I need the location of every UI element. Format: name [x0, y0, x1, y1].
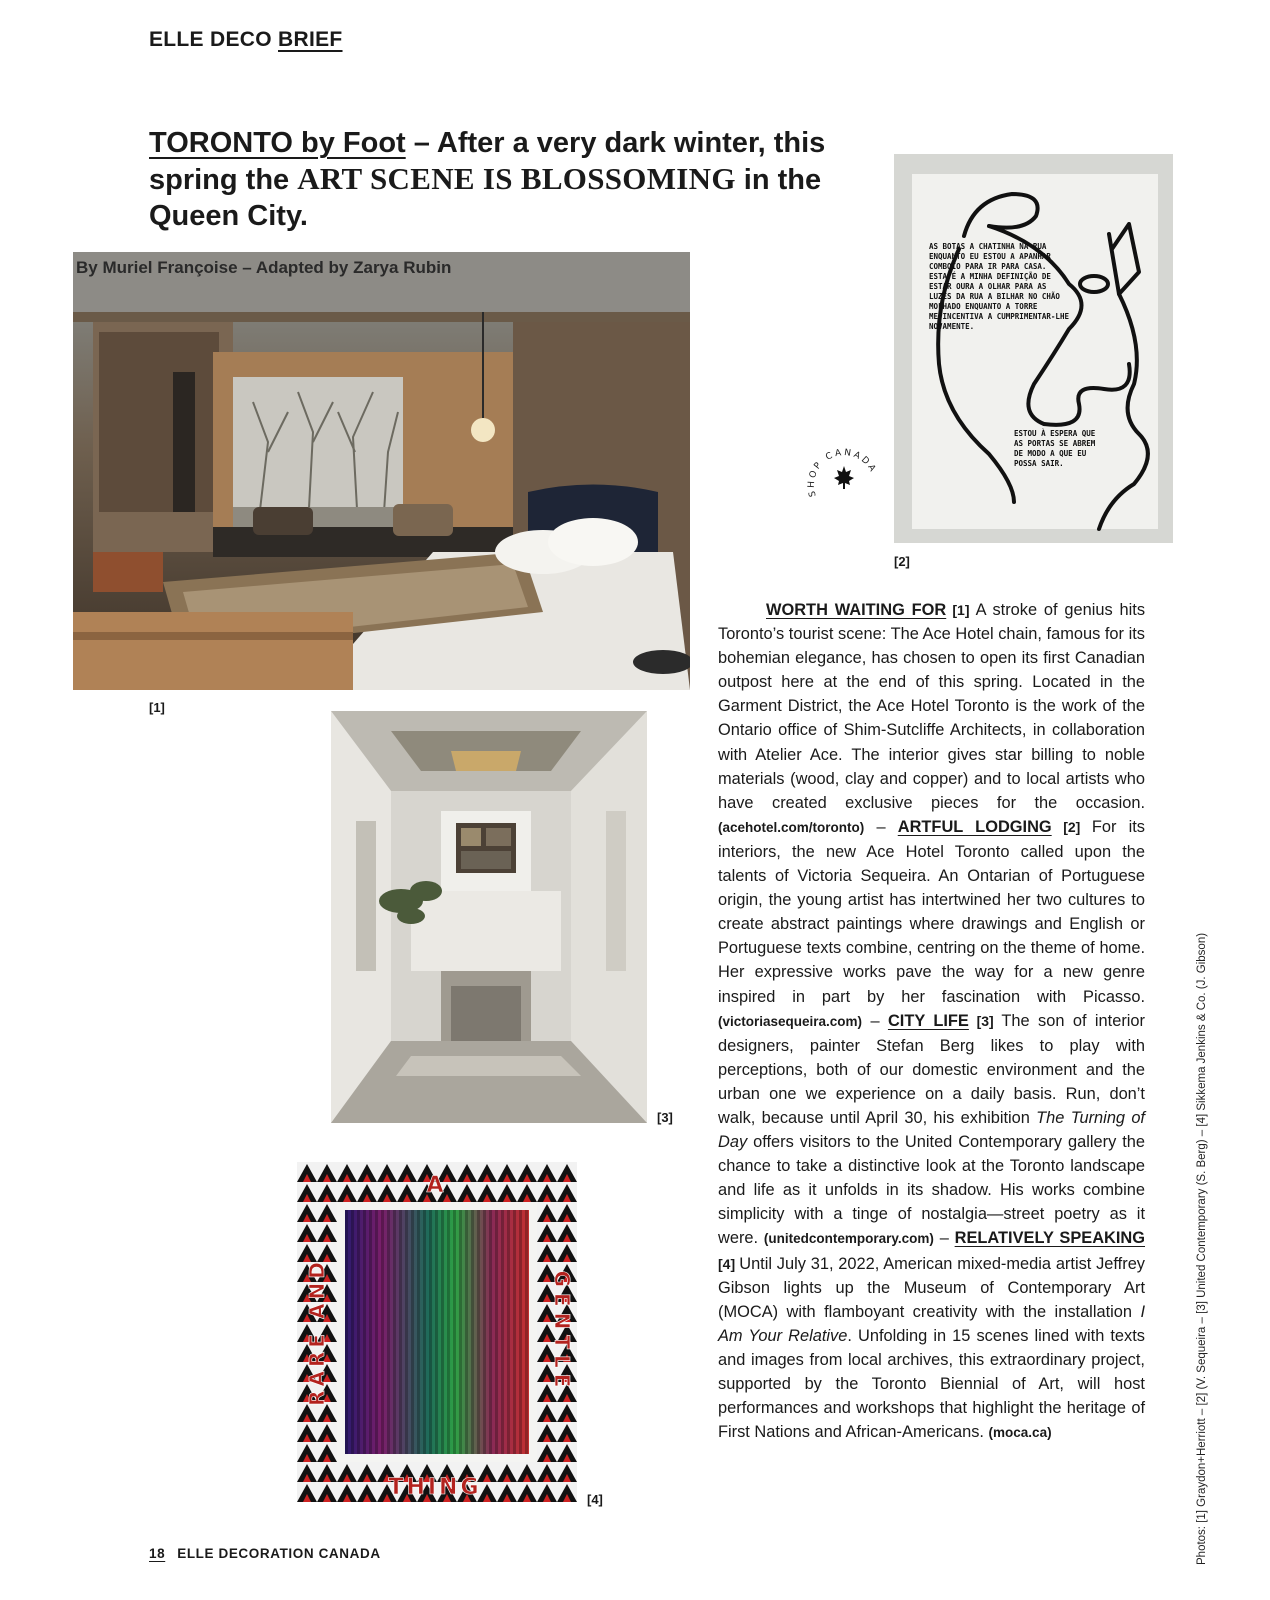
body-text-3b: offers visitors to the United Contemporary gallery the chance to take a distinctive look at the Toronto landscape and life as it unfolds in its shadow. His works combine simplicity with a tinge of nostalgia—street poetry as it were. [718, 1133, 1145, 1248]
maple-leaf-icon [834, 466, 854, 489]
caption-2: [2] [894, 554, 910, 569]
body-text-1: A stroke of genius hits Toronto’s tourist scene: The Ace Hotel chain, famous for its bohemian elegance, has chosen to open its first Canadian outpost here at the end of this spring. Located in the Garment District, the Ace Hotel Toronto is the work of the Ontario office of Shim-Sutcliffe Architects, in collaboration with Atelier Ace. The interior gives star billing to noble materials (wood, clay and copper) and to local artists who have created exclusive pieces for the occasion. [718, 601, 1146, 812]
beadwork-text-left: RARE AND [305, 1258, 329, 1406]
body-text-2: For its interiors, the new Ace Hotel Toronto called upon the talents of Victoria Sequeira. An Ontarian of Portuguese origin, the young artist has intertwined her two cultures to create abstract paintings where drawings and English or Portuguese texts combine, centring on the theme of home. Her expressive works pave the way for a new genre inspired in part by her fascination with Picasso. [718, 817, 1145, 1006]
article-byline: By Muriel Françoise – Adapted by Zarya Rubin [76, 258, 452, 277]
body-text-4b: . Unfolding in 15 scenes lined with texts and images from local archives, this extraordinary project, supported by the Toronto Biennial of Art, will host performances and workshops that highlight the heritage of First Nations and African-Americans. [718, 1326, 1145, 1442]
hotel-room-illustration [73, 252, 690, 690]
drawing-text-7: MOLHADO ENQUANTO A TORRE [929, 302, 1038, 311]
drawing-text-11: AS PORTAS SE ABREM [1014, 439, 1096, 448]
section-label-brief: BRIEF [278, 28, 343, 51]
caption-4: [4] [587, 1492, 603, 1507]
subhead-worth-waiting-for: WORTH WAITING FOR [766, 601, 947, 619]
subhead-relatively-speaking: RELATIVELY SPEAKING [954, 1229, 1146, 1248]
beadwork-text-top: A [426, 1173, 444, 1198]
shop-canada-badge[interactable] [802, 434, 886, 518]
link-unitedcontemporary[interactable]: (unitedcontemporary.com) [763, 1231, 934, 1247]
headline-text-2: in the Queen City. [149, 164, 822, 232]
page-footer [149, 1546, 381, 1561]
drawing-text-6: LUZES DA RUA A BILHAR NO CHÃO [929, 292, 1060, 301]
subhead-city-life: CITY LIFE [887, 1011, 969, 1030]
caption-3: [3] [657, 1110, 673, 1125]
drawing-text-3: COMBOIO PARA IR PARA CASA. [929, 262, 1047, 271]
subhead-artful-lodging: ARTFUL LODGING [897, 817, 1052, 836]
ref-4: [4] [718, 1255, 740, 1272]
drawing-text-9: NOVAMENTE. [929, 322, 975, 331]
article-body [718, 598, 1145, 1445]
ref-2: [2] [1051, 818, 1092, 835]
shop-canada-text: SHOP CANADA [806, 447, 879, 498]
beadwork-illustration [297, 1162, 577, 1502]
drawing-text-12: DE MODO A QUE EU [1014, 449, 1087, 458]
page-number: 18 [149, 1546, 166, 1561]
magazine-name: ELLE DECORATION CANADA [177, 1546, 381, 1561]
drawing-text-8: ME INCENTIVA A CUMPRIMENTAR-LHE [929, 312, 1069, 321]
beadwork-text-right: GENTLE [550, 1270, 574, 1394]
stairwell-painting-photo [331, 711, 647, 1123]
separator-1: – [864, 817, 898, 836]
link-moca[interactable]: (moca.ca) [988, 1425, 1052, 1441]
ref-3: [3] [968, 1012, 1002, 1029]
installation-title: I Am Your Relative [718, 1302, 1145, 1345]
headline-title: TORONTO by Foot [149, 127, 406, 159]
artwork-drawing-photo [894, 154, 1173, 543]
line-drawing-illustration [894, 154, 1173, 543]
article-headline [149, 125, 849, 234]
body-text-4a: Until July 31, 2022, American mixed-media artist Jeffrey Gibson lights up the Museum of Contemporary Art (MOCA) with flamboyant creativity with the installation [718, 1254, 1146, 1321]
section-label-prefix: ELLE DECO [149, 28, 279, 51]
drawing-text-4: ESTA É A MINHA DEFINIÇÃO DE [929, 272, 1051, 281]
beadwork-artwork-photo [297, 1162, 577, 1502]
separator-2: – [862, 1011, 888, 1030]
shop-canada-seal [802, 434, 886, 518]
drawing-text-1: AS BOTAS A CHATINHA NA RUA [929, 242, 1047, 251]
exhibition-title: The Turning of Day [718, 1108, 1145, 1152]
caption-1: [1] [149, 700, 165, 715]
stairwell-illustration [331, 711, 647, 1123]
section-label [149, 28, 343, 52]
beadwork-text-bottom: THING [388, 1475, 482, 1500]
hotel-room-photo [73, 252, 690, 690]
link-victoriasequeira[interactable]: (victoriasequeira.com) [718, 1013, 863, 1029]
ref-1: [1] [946, 602, 976, 618]
headline-emphasis: ART SCENE IS BLOSSOMING [297, 161, 736, 196]
link-acehotel[interactable]: (acehotel.com/toronto) [718, 819, 865, 835]
separator-3: – [933, 1229, 955, 1248]
drawing-text-2: ENQUANTO EU ESTOU A APANHAR [929, 252, 1051, 261]
body-text-3a: The son of interior designers, painter Stefan Berg likes to play with perceptions, both of our domestic environment and the urban one we experience on a daily basis. Run, don’t walk, because until April 30, his exhibition [718, 1011, 1145, 1127]
drawing-text-10: ESTOU À ESPERA QUE [1014, 429, 1096, 438]
drawing-text-5: ESTAR OURA A OLHAR PARA AS [929, 282, 1047, 291]
drawing-text-13: POSSA SAIR. [1014, 459, 1064, 468]
photo-credits: Photos: [1] Graydon+Herriott – [2] (V. Sequeira – [3] United Contemporary (S. Berg) – [4] Sikkema Jenkins & Co. (J. Gibson) [1196, 932, 1208, 1565]
headline-text-1: – After a very dark winter, this spring the [149, 127, 826, 196]
